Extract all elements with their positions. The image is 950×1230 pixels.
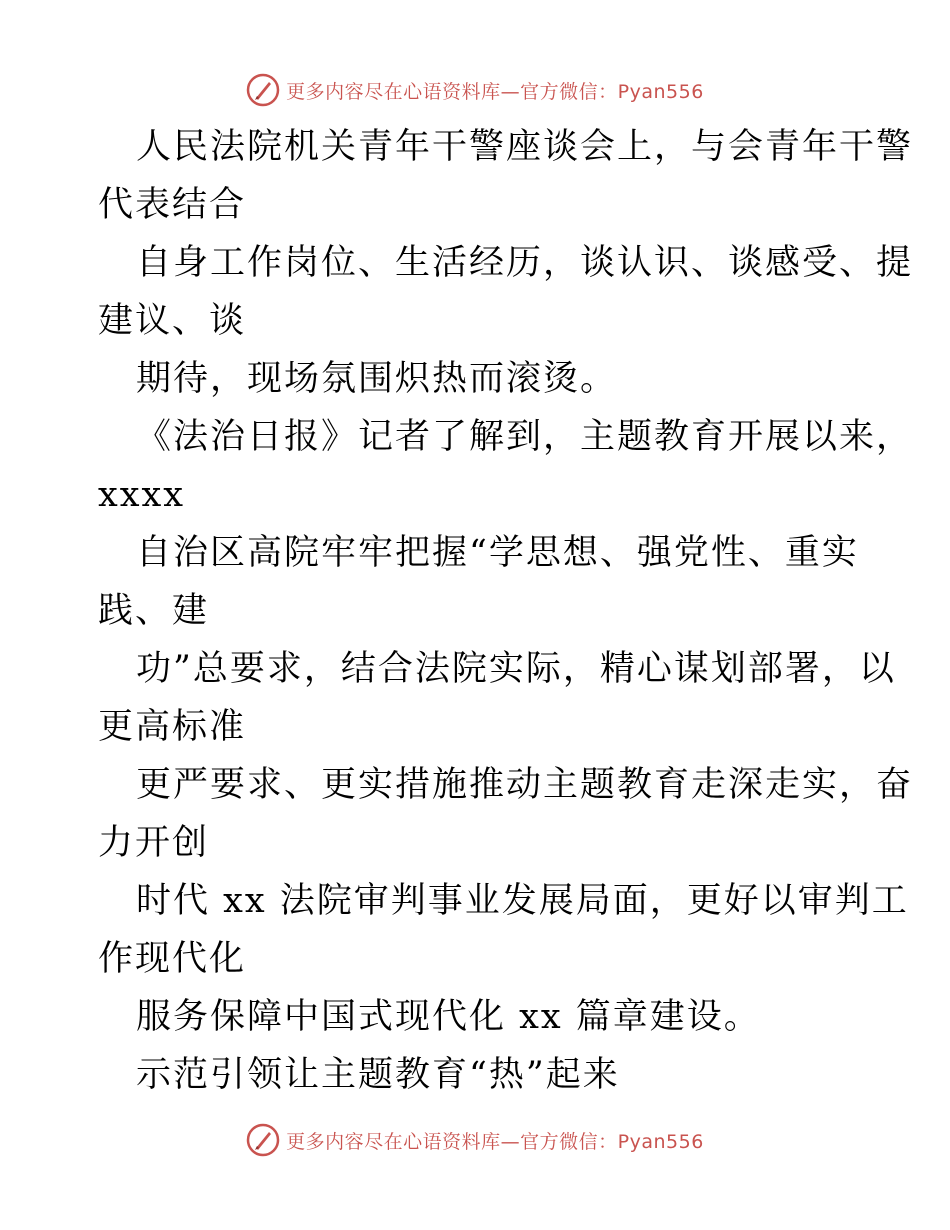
body-line: 《法治日报》记者了解到，主题教育开展以来， (136, 417, 914, 457)
quill-pen-icon (246, 1123, 280, 1157)
body-line: 力开创 (98, 823, 210, 863)
footer-banner-text: 更多内容尽在心语资料库—官方微信：Pyan556 (286, 1130, 704, 1153)
document-body (98, 118, 914, 1104)
body-line: 示范引领让主题教育“热”起来 (136, 1055, 620, 1095)
body-line: 自身工作岗位、生活经历，谈认识、谈感受、提 (136, 243, 914, 283)
header-banner-text: 更多内容尽在心语资料库—官方微信：Pyan556 (286, 80, 704, 103)
body-line: 时代 xx 法院审判事业发展局面，更好以审判工 (136, 881, 909, 921)
quill-pen-icon (246, 73, 280, 107)
body-line: 更严要求、更实措施推动主题教育走深走实，奋 (136, 765, 914, 805)
body-line: 作现代化 (98, 939, 247, 979)
header-banner (0, 70, 950, 110)
body-line: 建议、谈 (98, 301, 247, 341)
footer-banner (0, 1120, 950, 1160)
body-line: 服务保障中国式现代化 xx 篇章建设。 (136, 997, 761, 1037)
body-line: 自治区高院牢牢把握“学思想、强党性、重实 (136, 533, 859, 573)
body-line: 践、建 (98, 591, 210, 631)
body-line: 功”总要求，结合法院实际，精心谋划部署，以 (136, 649, 896, 689)
body-line: 人民法院机关青年干警座谈会上，与会青年干警 (136, 127, 914, 167)
body-line: 更高标准 (98, 707, 247, 747)
body-line: 期待，现场氛围炽热而滚烫。 (136, 359, 618, 399)
body-line: 代表结合 (98, 185, 247, 225)
body-line: xxxx (98, 475, 185, 515)
